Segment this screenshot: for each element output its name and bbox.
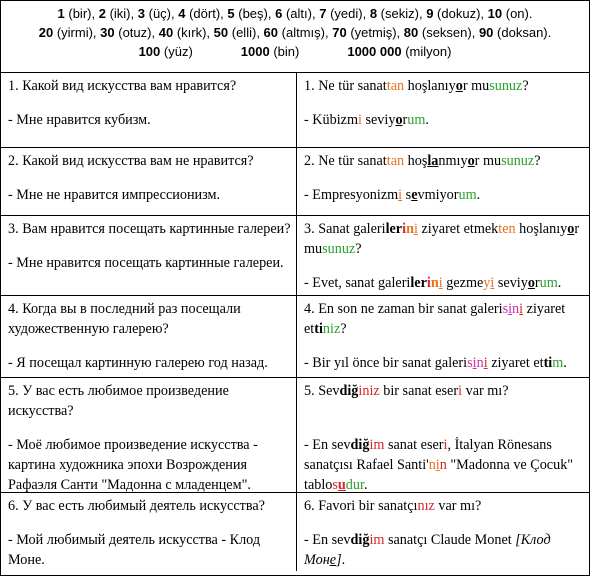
number-digit: 5 [227, 6, 235, 21]
text-segment: i [458, 383, 463, 399]
number-digit: 8 [369, 6, 378, 21]
number-digit: 4 [178, 6, 186, 21]
text-segment: i [519, 301, 524, 317]
text-segment: um [539, 275, 558, 291]
text-segment: ? [522, 78, 529, 94]
text-segment: 4. En son ne zaman bir sanat galeri [304, 301, 503, 317]
russian-question: 4. Когда вы в последний раз посещали художественную галерею? [8, 301, 241, 337]
russian-answer: - Я посещал картинную галерею год назад. [8, 355, 268, 371]
text-segment: o [527, 275, 535, 291]
number-digit: 1000 [240, 44, 270, 59]
text-segment: sanatçı Claude Monet [384, 532, 516, 548]
russian-question: 2. Какой вид искусства вам не нравится? [8, 153, 254, 169]
text-segment: . [563, 355, 567, 371]
number-word: (dokuz) [437, 6, 481, 21]
number-word: (kırk) [176, 25, 207, 40]
russian-cell [1, 378, 297, 492]
text-segment: ziyaret et [487, 355, 544, 371]
text-segment: hoş [404, 153, 428, 169]
text-segment: y [483, 275, 491, 291]
text-segment: . [363, 477, 368, 493]
number-digit: 30 [100, 25, 115, 40]
text-segment: i [435, 457, 440, 473]
text-segment: 6. Favori bir sanatçı [304, 498, 418, 514]
number-digit: 3 [137, 6, 145, 21]
text-segment: r mu [462, 78, 490, 94]
number-digit: 1 [57, 6, 65, 21]
phrase-row [1, 216, 589, 296]
text-segment: m [552, 355, 564, 371]
russian-answer: - Мой любимый деятель искусства - Клод Моне. [8, 532, 261, 568]
text-segment: o [455, 78, 463, 94]
number-word: (doksan). [497, 25, 552, 40]
text-segment: diğ [350, 532, 370, 548]
text-segment: o [567, 221, 575, 237]
text-segment: ti [543, 355, 553, 371]
number-word: (yetmiş) [350, 25, 397, 40]
turkish-cell [297, 73, 589, 147]
number-word: (iki) [109, 6, 131, 21]
text-segment: i [398, 187, 403, 203]
numbers-line-3 [1, 42, 589, 61]
text-segment: ? [355, 241, 362, 257]
turkish-answer [304, 110, 584, 130]
text-segment: bir sanat eser [379, 383, 459, 399]
number-word: (bir) [68, 6, 92, 21]
text-segment: e [411, 187, 418, 203]
text-segment: i [490, 275, 495, 291]
turkish-answer [304, 530, 584, 570]
text-segment: n [512, 301, 520, 317]
number-word: (dört) [189, 6, 221, 21]
text-segment: sanat eser [384, 437, 444, 453]
russian-question: 1. Какой вид искусства вам нравится? [8, 78, 237, 94]
turkish-cell [297, 378, 589, 492]
turkish-cell [297, 148, 589, 215]
text-segment: i [438, 275, 443, 291]
text-segment: i [443, 437, 448, 453]
text-segment: i [508, 301, 513, 317]
text-segment: im [369, 437, 385, 453]
text-segment: i [426, 275, 431, 291]
text-segment: i [402, 221, 407, 237]
text-segment: ten [498, 221, 516, 237]
number-digit: 70 [332, 25, 347, 40]
text-segment: diğ [339, 383, 359, 399]
turkish-cell [297, 216, 589, 295]
number-word: (altı) [285, 6, 312, 21]
russian-answer: - Мне не нравится импрессионизм. [8, 187, 221, 203]
number-word: (sekiz) [380, 6, 419, 21]
text-segment: o [395, 112, 403, 128]
text-segment: "Madonna ve Çocuk" tablo [304, 457, 574, 493]
text-segment: n [439, 457, 447, 473]
number-digit: 1000 000 [347, 44, 402, 59]
number-digit: 60 [263, 25, 279, 40]
text-segment: n [430, 275, 439, 291]
number-digit: 80 [403, 25, 419, 40]
phrase-row [1, 296, 589, 378]
russian-cell [1, 73, 297, 147]
turkish-question [304, 219, 584, 259]
russian-question: 6. У вас есть любимый деятель искусства? [8, 498, 265, 514]
text-segment: - Empresyonizm [304, 187, 399, 203]
number-digit: 100 [138, 44, 161, 59]
turkish-question [304, 496, 584, 516]
text-segment: sunuz [322, 241, 356, 257]
phrase-row [1, 378, 589, 493]
text-segment: dur [345, 477, 364, 493]
russian-question: 3. Вам нравится посещать картинные галереи? [8, 221, 291, 237]
number-word: (otuz) [118, 25, 152, 40]
number-word: (yüz) [163, 44, 193, 59]
text-segment: iniz [358, 383, 380, 399]
text-segment: i [483, 355, 488, 371]
number-word: (üç) [148, 6, 171, 21]
number-word: (milyon) [405, 44, 452, 59]
number-digit: 6 [275, 6, 283, 21]
text-segment: r [534, 275, 540, 291]
text-segment: ziyaret etmek [417, 221, 499, 237]
text-segment: vmiyor [417, 187, 459, 203]
text-segment: la [427, 153, 439, 169]
text-segment: - Evet, sanat galeri [304, 275, 411, 291]
text-segment: o [467, 153, 475, 169]
turkish-answer [304, 353, 584, 373]
text-segment: var mı? [462, 383, 509, 399]
text-segment: niz [322, 321, 341, 337]
number-word: (elli) [231, 25, 257, 40]
text-segment: tan [386, 153, 405, 169]
text-segment: nmıy [438, 153, 468, 169]
text-segment: , İtalyan Rönesans sanatçısı Rafael Santi' [304, 437, 552, 473]
russian-question: 5. У вас есть любимое произведение искусства? [8, 383, 229, 419]
numbers-line-1: 1 (bir), 2 (iki), 3 (üç), 4 (dört), 5 (beş), 6 (altı), 7 (yedi), 8 (sekiz), 9 (dokuz), 10 (on). [57, 6, 533, 21]
number-digit: 9 [426, 6, 434, 21]
number-word: (beş) [238, 6, 268, 21]
text-segment: i [472, 355, 477, 371]
russian-cell [1, 296, 297, 377]
text-segment: [Клод Мон [304, 532, 551, 568]
text-segment: ti [314, 321, 323, 337]
text-segment: var mı? [434, 498, 482, 514]
text-segment: seviy [361, 112, 396, 128]
text-segment: - Kübizm [304, 112, 358, 128]
text-segment: tan [386, 78, 405, 94]
text-segment: im [369, 532, 385, 548]
text-segment: . [557, 275, 562, 291]
text-segment: n [406, 221, 414, 237]
text-segment: . [341, 552, 346, 568]
turkish-question [304, 151, 584, 171]
text-segment: . [425, 112, 429, 128]
number-digit: 90 [478, 25, 494, 40]
text-segment: ler [385, 221, 403, 237]
turkish-answer [304, 185, 584, 205]
text-segment: ziyaret et [304, 301, 566, 337]
text-segment: - En sev [304, 437, 351, 453]
text-segment: r mu [474, 153, 502, 169]
turkish-cell [297, 493, 589, 571]
text-segment: - En sev [304, 532, 351, 548]
russian-answer: - Моё любимое произведение искусства - картина художника эпохи Возрождения Рафаэля Санти "Мадонна с младенцем". [8, 437, 258, 493]
number-word: (seksen) [421, 25, 472, 40]
number-word: (yirmi) [56, 25, 93, 40]
text-segment: n [476, 355, 484, 371]
text-segment: gezme [442, 275, 484, 291]
russian-answer: - Мне нравится посещать картинные галереи. [8, 255, 284, 271]
text-segment: 2. Ne tür sanat [304, 153, 387, 169]
number-digit: 2 [98, 6, 106, 21]
phrase-row [1, 148, 589, 216]
text-segment: 1. Ne tür sanat [304, 78, 387, 94]
turkish-answer [304, 273, 584, 293]
text-segment: ler [410, 275, 427, 291]
phrase-row [1, 73, 589, 148]
russian-cell [1, 216, 297, 295]
text-segment: um [458, 187, 477, 203]
text-segment: r mu [304, 221, 580, 257]
text-segment: r [402, 112, 408, 128]
number-word: (on). [505, 6, 533, 21]
text-segment: ? [340, 321, 347, 337]
text-segment: n [428, 457, 436, 473]
text-segment: s [502, 301, 509, 317]
text-segment: s [402, 187, 412, 203]
number-digit: 40 [158, 25, 174, 40]
text-segment: ? [534, 153, 541, 169]
text-segment: - Bir yıl önce bir sanat galeri [304, 355, 468, 371]
number-digit: 10 [487, 6, 503, 21]
number-word: (altmış) [281, 25, 325, 40]
text-segment: 5. Sev [304, 383, 340, 399]
text-segment: . [476, 187, 481, 203]
turkish-question [304, 381, 584, 401]
russian-answer: - Мне нравится кубизм. [8, 112, 151, 128]
text-segment: i [357, 112, 362, 128]
text-segment: seviy [494, 275, 528, 291]
phrase-row [1, 493, 589, 571]
turkish-question [304, 76, 584, 96]
text-segment: sunuz [501, 153, 535, 169]
text-segment: hoşlanıy [404, 78, 456, 94]
turkish-cell [297, 296, 589, 377]
number-digit: 20 [38, 25, 54, 40]
text-segment: s [467, 355, 473, 371]
text-segment: е [329, 552, 337, 568]
number-word: (bin) [273, 44, 300, 59]
numbers-line-2: 20 (yirmi), 30 (otuz), 40 (kırk), 50 (elli), 60 (altmış), 70 (yetmiş), 80 (seksen), 90 (doksan). [38, 25, 552, 40]
turkish-answer [304, 435, 584, 495]
number-word: (yedi) [330, 6, 363, 21]
text-segment: 3. Sanat galeri [304, 221, 386, 237]
text-segment: hoşlanıy [515, 221, 568, 237]
text-segment: u [337, 477, 346, 493]
number-digit: 7 [319, 6, 327, 21]
numbers-header [1, 1, 589, 73]
russian-cell [1, 148, 297, 215]
text-segment: s [332, 477, 338, 493]
russian-cell [1, 493, 297, 571]
number-digit: 50 [213, 25, 229, 40]
text-segment: ] [336, 552, 342, 568]
text-segment: um [407, 112, 426, 128]
phrase-table [1, 73, 589, 571]
text-segment: i [413, 221, 418, 237]
text-segment: diğ [350, 437, 370, 453]
text-segment: nız [417, 498, 435, 514]
turkish-question [304, 299, 584, 339]
text-segment: sunuz [489, 78, 523, 94]
